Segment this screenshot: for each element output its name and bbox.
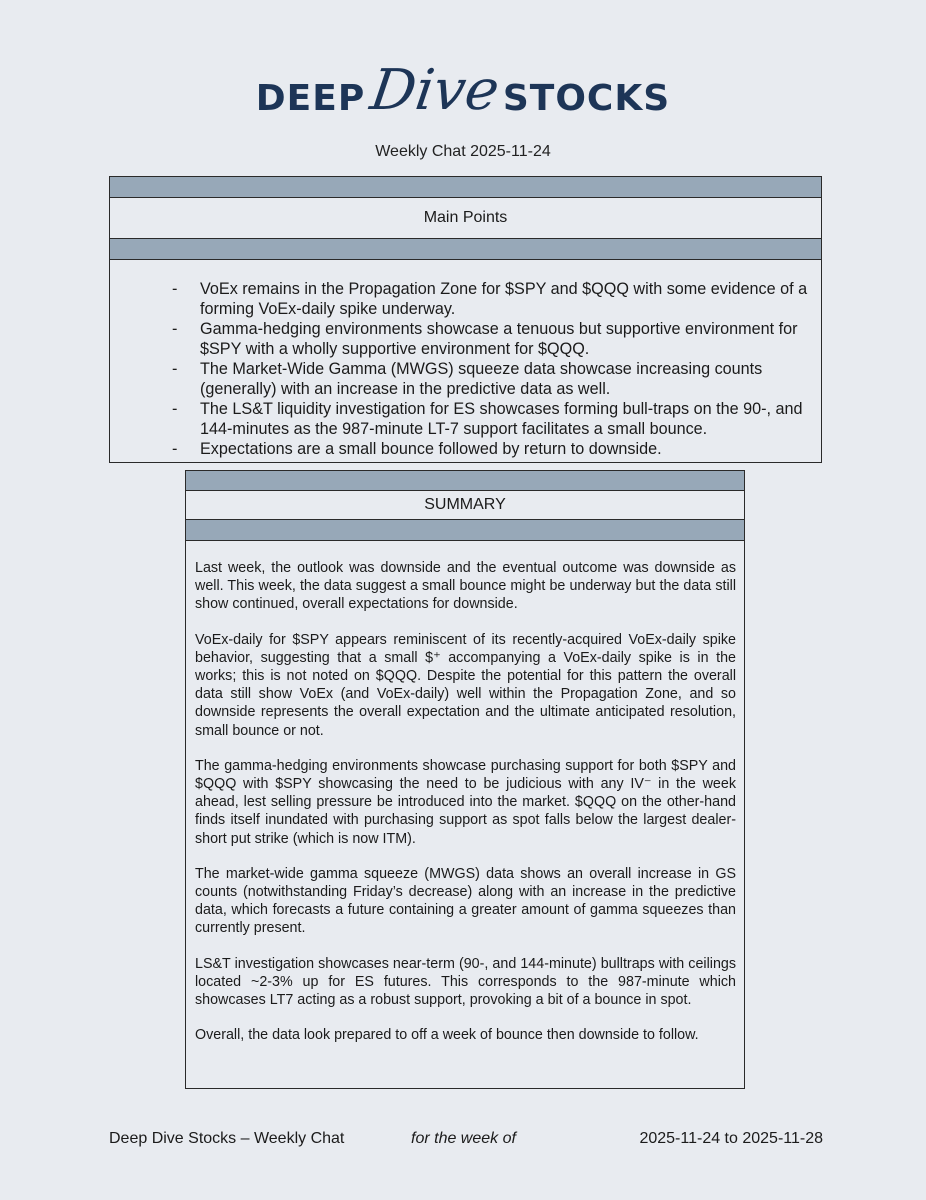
main-point-item: - Expectations are a small bounce followed by return to downside. — [172, 439, 811, 459]
main-points-heading: Main Points — [110, 198, 821, 239]
main-points-top-bar — [110, 177, 821, 198]
summary-heading: SUMMARY — [186, 491, 744, 520]
summary-paragraph: LS&T investigation showcases near-term (90-, and 144-minute) bulltraps with ceilings located ~2-3% up for ES futures. This corresponds to the 987-minute which showcases LT7 acting as a robust support, provoking a bit of a bounce in spot. — [195, 955, 736, 1009]
main-points-divider-bar — [110, 239, 821, 260]
summary-top-bar — [186, 471, 744, 491]
main-point-item: - VoEx remains in the Propagation Zone for $SPY and $QQQ with some evidence of a forming VoEx-daily spike underway. — [172, 279, 811, 319]
summary-divider-bar — [186, 520, 744, 541]
summary-paragraph: The market-wide gamma squeeze (MWGS) data shows an overall increase in GS counts (notwithstanding Friday’s decrease) along with an increase in the predictive data, which forecasts a future containing a greater amount of gamma squeezes than currently present. — [195, 865, 736, 937]
summary-body — [186, 541, 744, 1044]
page-footer — [109, 1130, 823, 1152]
footer-week-label: for the week of — [411, 1130, 516, 1147]
logo-text-dive: Dive — [366, 58, 504, 123]
summary-paragraph: VoEx-daily for $SPY appears reminiscent of its recently-acquired VoEx-daily spike behavior, suggesting that a small $⁺ accompanying a VoEx-daily spike is in the works; this is not noted on $QQQ. Despite the potential for this pattern the overall data still show VoEx (and VoEx-daily) well within the Propagation Zone, and so downside represents the overall expectation and the ultimate anticipated resolution, small bounce or not. — [195, 631, 736, 739]
summary-box — [185, 470, 745, 1089]
summary-paragraph: Overall, the data look prepared to off a week of bounce then downside to follow. — [195, 1027, 699, 1044]
footer-title: Deep Dive Stocks – Weekly Chat — [109, 1130, 345, 1147]
main-point-item: - The Market-Wide Gamma (MWGS) squeeze data showcase increasing counts (generally) with an increase in the predictive data as well. — [172, 359, 811, 399]
logo-text-deep: DEEP — [255, 77, 366, 119]
main-points-list — [110, 260, 821, 459]
summary-paragraph: The gamma-hedging environments showcase purchasing support for both $SPY and $QQQ with $SPY showcasing the need to be judicious with any IV⁻ in the week ahead, lest selling pressure be introduced into the market. $QQQ on the other-hand finds itself inundated with purchasing support as spot falls below the largest dealer-short put strike (which is now ITM). — [195, 757, 736, 847]
document-subtitle: Weekly Chat 2025-11-24 — [375, 143, 551, 160]
summary-paragraph: Last week, the outlook was downside and the eventual outcome was downside as well. This week, the data suggest a small bounce might be underway but the data still show continued, overall expectations for downside. — [195, 560, 736, 613]
logo-text-stocks: STOCKS — [502, 77, 671, 119]
footer-date-range: 2025-11-24 to 2025-11-28 — [639, 1130, 823, 1147]
main-point-item: - Gamma-hedging environments showcase a tenuous but supportive environment for $SPY with a wholly supportive environment for $QQQ. — [172, 319, 811, 359]
brand-logo — [0, 58, 926, 138]
main-point-item: - The LS&T liquidity investigation for ES showcases forming bull-traps on the 90-, and 144-minutes as the 987-minute LT-7 support facilitates a small bounce. — [172, 399, 811, 439]
main-points-box — [109, 176, 822, 463]
